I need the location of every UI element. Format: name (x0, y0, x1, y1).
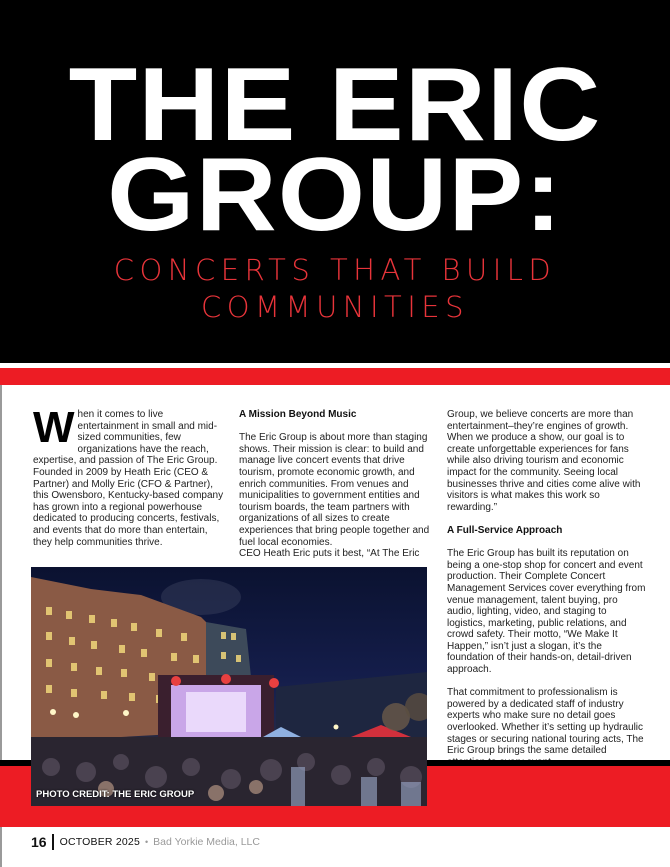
footer-divider (52, 834, 54, 850)
drop-cap: W (33, 403, 75, 452)
publisher-name: Bad Yorkie Media, LLC (153, 836, 260, 848)
stage-logo (171, 676, 181, 686)
article-column-2 (239, 409, 431, 560)
concert-scene-illustration (31, 567, 427, 806)
intro-paragraph (33, 403, 225, 548)
headline-line-1: THE ERIC (68, 47, 602, 163)
page-number: 16 (31, 834, 47, 850)
subheadline-line-2: COMMUNITIES (200, 290, 470, 324)
divider-red-stripe (0, 368, 670, 385)
quote-paragraph-start: CEO Heath Eric puts it best, “At The Eric (239, 548, 420, 560)
intro-text: hen it comes to live entertainment in small and mid-sized communities, few organizations have the reach, expertise, and passion of The Eric Group. Founded in 2009 by Heath Eric (CEO & Partner) and Molly Eric (CFO & Partner), this Owensboro, Kentucky-based company has grown into a regional powerhouse dedicated to producing concerts, festivals, and events that do more than entertain, they help communities thrive. (33, 409, 224, 548)
section-heading-full-service: A Full-Service Approach (447, 524, 563, 536)
section-heading-mission: A Mission Beyond Music (239, 409, 357, 420)
page-footer (31, 832, 260, 852)
full-service-paragraph: The Eric Group has built its reputation on being a one-stop shop for concert and event production. Their Complete Concert Management Services cover everything from venue management, talent buying, pro audio, lighting, video, and staging to logistics, marketing, public relations, and crowd safety. Their motto, “We Make It Happen,” isn’t just a slogan, it’s the foundation of their hands-on, detail-driven approach. (447, 548, 646, 676)
quote-paragraph-continued: Group, we believe concerts are more than entertainment–they’re engines of growth. When we produce a show, our goal is to create unforgettable experiences for fans while also driving tourism and economic impact for the community. Seeing local businesses thrive and cities come alive with visitors is what makes this work so rewarding.” (447, 409, 641, 513)
bullet-separator: • (145, 837, 149, 847)
header-banner (0, 0, 670, 363)
professionalism-paragraph: That commitment to professionalism is powered by a dedicated staff of industry experts who make sure no detail goes overlooked. Whether it’s setting up hydraulic stages or securing national touring acts, The Eric Group brings the same detailed (447, 687, 644, 757)
subheadline-line-1: CONCERTS THAT BUILD (113, 253, 557, 287)
photo-credit: PHOTO CREDIT: THE ERIC GROUP (36, 789, 195, 800)
mission-paragraph: The Eric Group is about more than staging shows. Their mission is clear: to build and manage live concert events that drive tourism, promote economic growth, and enrich communities. From venues and municipalities to government entities and tourism boards, the team partners with organizations of all sizes to create experiences that bring people together and fuel local economies. (239, 432, 430, 548)
article-column-1 (33, 403, 225, 548)
headline-line-2: GROUP: (107, 137, 563, 253)
concert-photo (31, 567, 427, 806)
issue-date: OCTOBER 2025 (59, 836, 140, 848)
street-lamp (50, 709, 56, 715)
article-column-3 (447, 409, 647, 768)
